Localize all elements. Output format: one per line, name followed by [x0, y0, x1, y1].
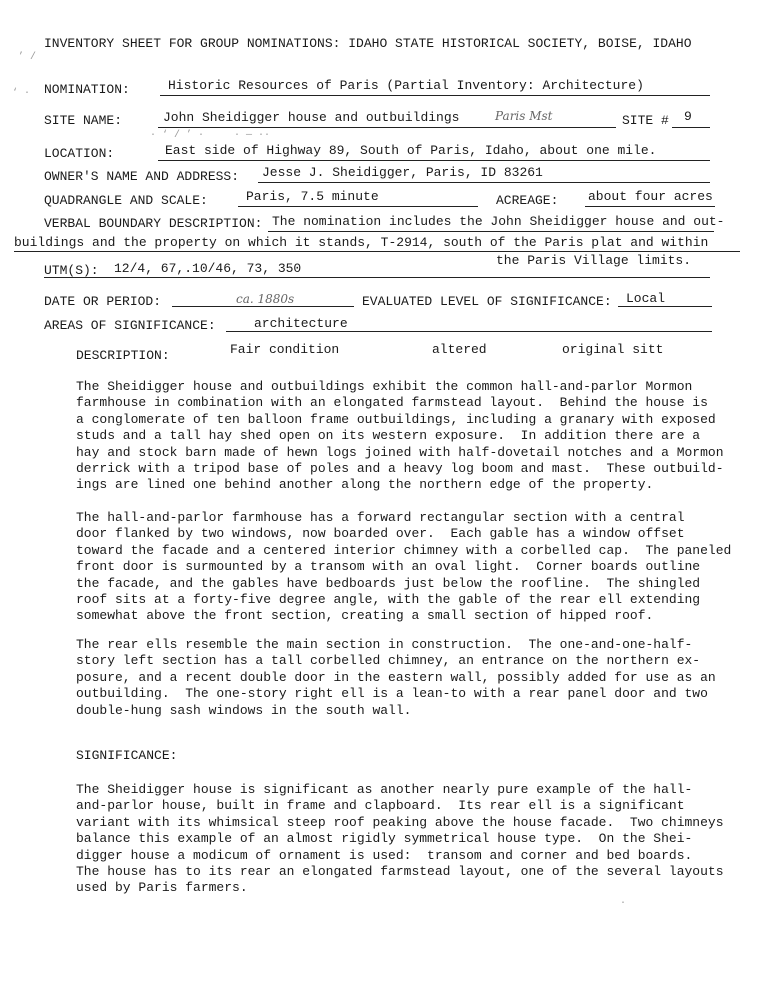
date-label: DATE OR PERIOD: [44, 294, 162, 309]
quadrangle-label: QUADRANGLE AND SCALE: [44, 193, 208, 208]
owner-value: Jesse J. Sheidigger, Paris, ID 83261 [262, 165, 543, 180]
acreage-underline [585, 206, 715, 207]
scan-speck: ’ / [18, 52, 37, 63]
scan-speck: · [620, 898, 627, 909]
level-label: EVALUATED LEVEL OF SIGNIFICANCE: [362, 294, 612, 309]
boundary-line-2: buildings and the property on which it stands, T-2914, south of the Paris plat and within [14, 235, 709, 250]
location-label: LOCATION: [44, 146, 115, 161]
quadrangle-value: Paris, 7.5 minute [246, 189, 379, 204]
utm-underline [44, 277, 710, 278]
level-value: Local [626, 291, 666, 306]
scan-speck: ‘ · [12, 88, 31, 99]
utm-value: 12/4, 67,.10/46, 73, 350 [114, 261, 302, 276]
site-name-label: SITE NAME: [44, 113, 123, 128]
location-value: East side of Highway 89, South of Paris, Idaho, about one mile. [165, 143, 657, 158]
nomination-label: NOMINATION: [44, 82, 130, 97]
owner-underline [258, 182, 710, 183]
description-paragraph-3: The rear ells resemble the main section in construction. The one-and-one-half- story left section has a tall corbelled chimney, an entrance on the northern ex- posure, and a recent double door in the eastern wall, possibly added for use as an outbuilding. The one-story right ell is a lean-to with a rear panel door and two double-hung sash windows in the south wall. [76, 637, 716, 718]
site-name-handwriting: Paris Mst [495, 109, 553, 123]
site-value: original sitt [562, 342, 664, 357]
page-header: INVENTORY SHEET FOR GROUP NOMINATIONS: IDAHO STATE HISTORICAL SOCIETY, BOISE, IDAHO [44, 36, 692, 51]
areas-value: architecture [254, 316, 348, 331]
site-number-label: SITE # [622, 113, 669, 128]
significance-label: SIGNIFICANCE: [76, 748, 178, 763]
description-paragraph-2: The hall-and-parlor farmhouse has a forward rectangular section with a central door flanked by two windows, now boarded over. Each gable has a window offset toward the facade and a centered interior chimney with a corbelled cap. The paneled front door is surmounted by a transom with an oval light. Corner boards outline the facade, and the gables have bedboards just below the roofline. The shingled roof sits at a forty-five degree angle, with the gable of the rear ell extending somewhat above the front section, creating a small section of hipped roof. [76, 510, 732, 624]
site-name-value: John Sheidigger house and outbuildings [163, 110, 460, 125]
boundary-label: VERBAL BOUNDARY DESCRIPTION: [44, 216, 263, 231]
quadrangle-underline [238, 206, 478, 207]
areas-label: AREAS OF SIGNIFICANCE: [44, 318, 216, 333]
date-value: ca. 1880s [236, 292, 295, 306]
nomination-value: Historic Resources of Paris (Partial Inventory: Architecture) [168, 78, 644, 93]
areas-underline [226, 331, 712, 332]
boundary-underline-2 [14, 251, 740, 252]
description-paragraph-1: The Sheidigger house and outbuildings exhibit the common hall-and-parlor Mormon farmhouse in combination with an elongated farmstead layout. Behind the house is a conglomerate of ten balloon frame outbuildings, including a granary with exposed studs and a tall hay shed open on its western exposure. In addition there are a hay and stock barn made of hewn logs joined with half-dovetail notches and a Mormon derrick with a tripod base of poles and a heavy log boom and mast. These outbuild- ings are lined one behind another along the northern edge of the property. [76, 379, 724, 493]
date-underline [172, 306, 354, 307]
site-name-underline [158, 127, 616, 128]
altered-value: altered [432, 342, 487, 357]
boundary-line-3: the Paris Village limits. [496, 253, 692, 268]
nomination-underline [160, 95, 710, 96]
acreage-value: about four acres [588, 189, 713, 204]
site-number-value: 9 [684, 109, 692, 124]
site-number-underline [672, 127, 710, 128]
acreage-label: ACREAGE: [496, 193, 559, 208]
boundary-underline-1 [268, 231, 714, 232]
scan-speck: · ‘ / ’ · · — ·· [150, 130, 271, 141]
location-underline [158, 160, 710, 161]
significance-paragraph: The Sheidigger house is significant as another nearly pure example of the hall- and-parlor house, built in frame and clapboard. Its rear ell is a significant variant with its whimsical steep roof peaking above the house facade. Two chimneys balance this example of an almost rigidly symmetrical house type. On the Shei- digger house a modicum of ornament is used: transom and corner and bed boards. The house has to its rear an elongated farmstead layout, one of the several layouts used by Paris farmers. [76, 782, 724, 896]
level-underline [618, 306, 712, 307]
boundary-line-1: The nomination includes the John Sheidigger house and out- [272, 214, 725, 229]
description-label: DESCRIPTION: [76, 348, 170, 363]
condition-value: Fair condition [230, 342, 340, 357]
owner-label: OWNER'S NAME AND ADDRESS: [44, 169, 240, 184]
utm-label: UTM(S): [44, 263, 99, 278]
